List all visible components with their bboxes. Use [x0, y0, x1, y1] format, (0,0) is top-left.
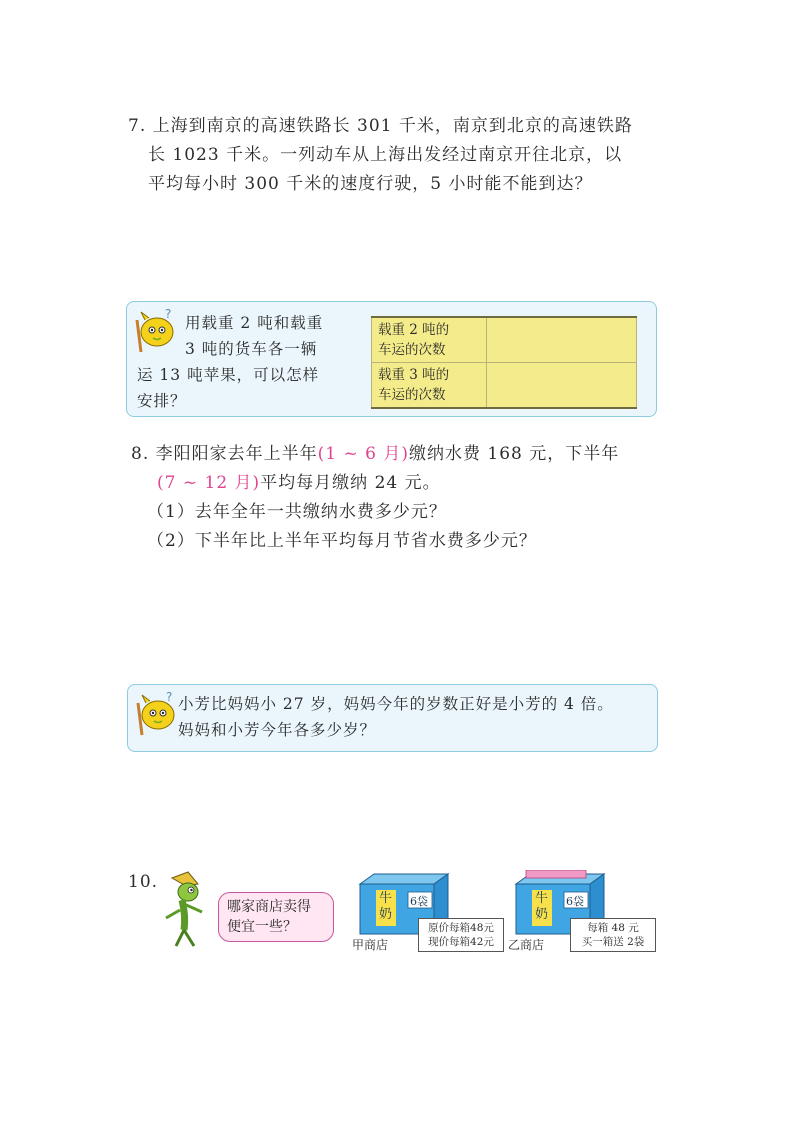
question-8-sub-2: （2）下半年比上半年平均每月节省水费多少元？: [147, 531, 537, 551]
plan-row-3-ton-blank[interactable]: [487, 363, 637, 409]
plan-row-2-ton-blank[interactable]: [487, 317, 637, 363]
question-7-line-3: 平均每小时 300 千米的速度行驶，5 小时能不能到达？: [148, 174, 593, 194]
speech-bubble: 哪家商店卖得 便宜一些？: [218, 892, 334, 942]
store-b-price-tag: 每箱 48 元 买一箱送 2袋: [570, 918, 656, 952]
first-half-range: (1 ~ 6 月): [317, 444, 409, 464]
question-8-line-1: 8. 李阳阳家去年上半年(1 ~ 6 月)缴纳水费 168 元，下半年: [131, 444, 620, 464]
question-10-number: 10.: [128, 872, 159, 892]
store-b: [508, 866, 658, 956]
hint-box-truck-plan: [126, 301, 657, 417]
question-7: [128, 112, 688, 199]
plan-row-3-ton-label: 载重 3 吨的 车运的次数: [372, 363, 487, 409]
second-half-range: (7 ~ 12 月): [157, 473, 261, 493]
svg-text:?: ?: [165, 307, 172, 321]
store-a: [352, 866, 502, 956]
store-a-box-label: 牛奶: [379, 891, 393, 922]
question-8: [131, 440, 691, 556]
question-8-number: 8.: [131, 444, 150, 464]
store-b-bags: 6袋: [566, 895, 584, 908]
plan-row-2-ton-label: 载重 2 吨的 车运的次数: [372, 317, 487, 363]
store-a-price-tag: 原价每箱48元 现价每箱42元: [418, 918, 504, 952]
hint-2-text: 小芳比妈妈小 27 岁，妈妈今年的岁数正好是小芳的 4 倍。 妈妈和小芳今年各多少岁？: [178, 695, 614, 739]
store-b-name: 乙商店: [508, 938, 545, 952]
question-7-line-1: 7. 上海到南京的高速铁路长 301 千米，南京到北京的高速铁路: [128, 116, 633, 136]
thinking-mascot-icon: [132, 689, 178, 737]
question-7-line-2: 长 1023 千米。一列动车从上海出发经过南京开往北京，以: [148, 145, 623, 165]
plan-table: [371, 316, 637, 409]
hint-1-text: 用载重 2 吨和载重 3 吨的货车各一辆 运 13 吨苹果，可以怎样 安排？: [137, 314, 324, 410]
question-8-line-2: (7 ~ 12 月)平均每月缴纳 24 元。: [157, 473, 441, 493]
plan-row-2-ton: [372, 317, 637, 363]
hint-box-age: [127, 684, 658, 752]
store-b-box-label: 牛奶: [535, 891, 549, 922]
plan-row-3-ton: [372, 363, 637, 409]
svg-text:?: ?: [166, 690, 173, 704]
grasshopper-character-icon: [158, 870, 218, 950]
store-a-bags: 6袋: [410, 895, 428, 908]
question-7-number: 7.: [128, 116, 147, 136]
question-8-sub-1: （1）去年全年一共缴纳水费多少元？: [147, 502, 447, 522]
store-a-name: 甲商店: [352, 938, 389, 952]
